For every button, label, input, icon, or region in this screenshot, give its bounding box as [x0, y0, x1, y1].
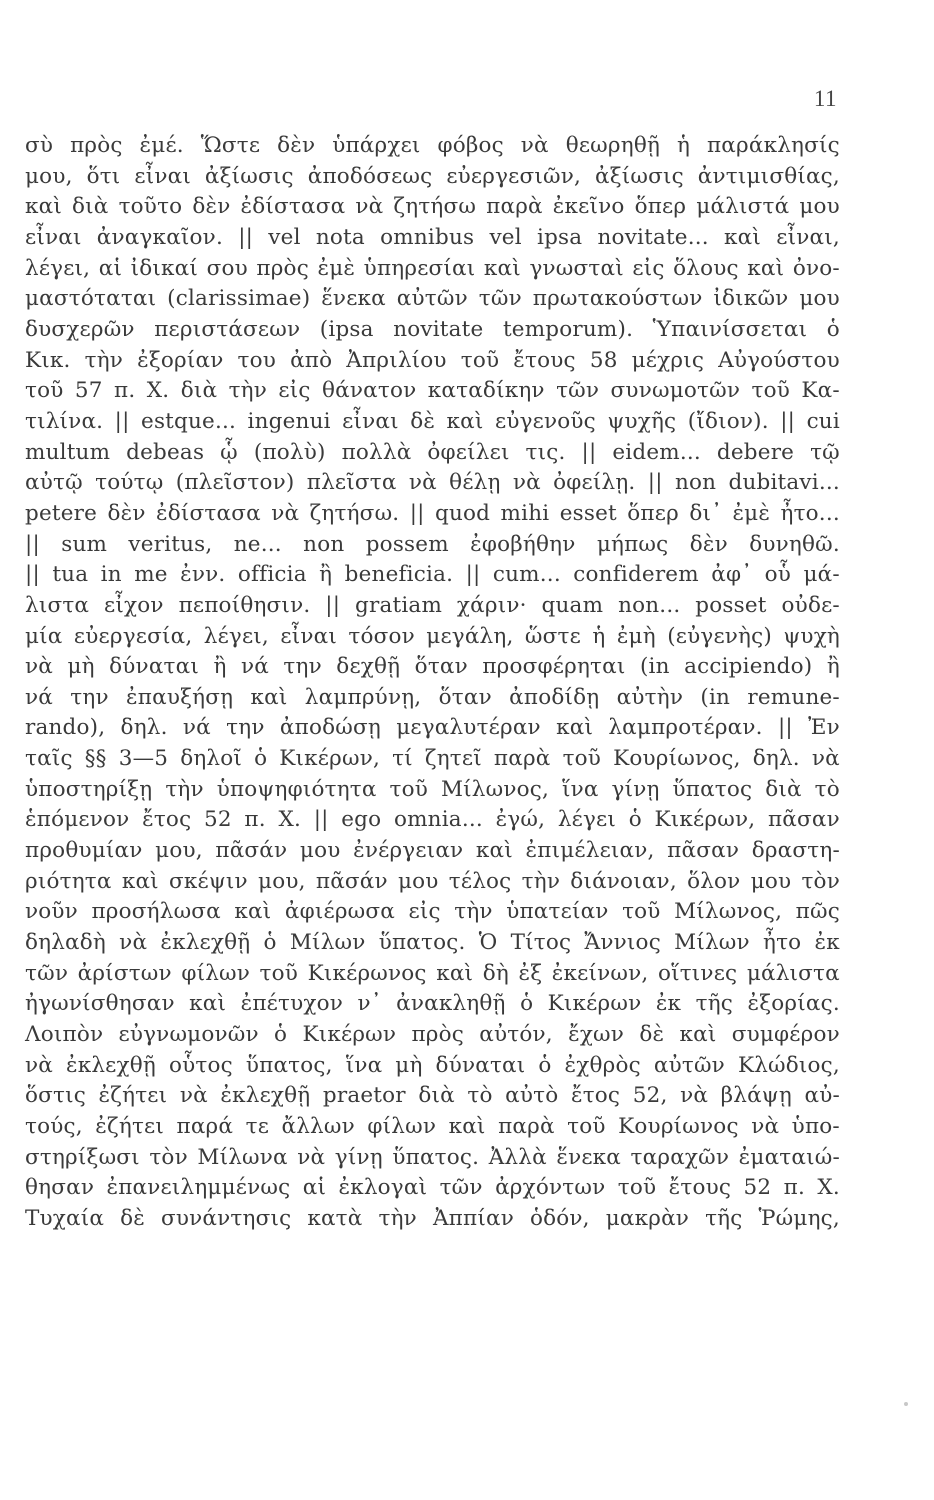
- text-line: τούς, ἐζήτει παρά τε ἄλλων φίλων καὶ παρὰ τοῦ Κουρίωνος νὰ ὑπο-: [25, 1114, 840, 1139]
- text-line: ταῖς §§ 3—5 δηλοῖ ὁ Κικέρων, τί ζητεῖ παρὰ τοῦ Κουρίωνος, δηλ. νὰ: [25, 746, 840, 772]
- text-line: νοῦν προσήλωσα καὶ ἀφιέρωσα εἰς τὴν ὑπατείαν τοῦ Μίλωνος, πῶς: [25, 899, 840, 925]
- text-line: multum debeas ᾧ (πολὺ) πολλὰ ὀφείλει τις. || eidem... debere τῷ: [25, 439, 840, 465]
- commentary-text: [25, 131, 840, 1235]
- text-line: εἶναι ἀναγκαῖον. || vel nota omnibus vel ipsa novitate... καὶ εἶναι,: [25, 224, 840, 250]
- text-line: μου, ὅτι εἶναι ἀξίωσις ἀποδόσεως εὐεργεσιῶν, ἀξίωσις ἀντιμισθίας,: [25, 163, 840, 189]
- text-line: αὐτῷ τούτῳ (πλεῖστον) πλεῖστα νὰ θέλῃ νὰ ὀφείλῃ. || non dubitavi...: [25, 470, 840, 496]
- text-line: ἠγωνίσθησαν καὶ ἐπέτυχον ν᾿ ἀνακληθῇ ὁ Κικέρων ἐκ τῆς ἐξορίας.: [25, 991, 840, 1017]
- text-line: νὰ μὴ δύναται ἢ νά την δεχθῇ ὅταν προσφέρηται (in accipiendo) ἢ: [25, 654, 840, 680]
- text-line: || sum veritus, ne... non possem ἐφοβήθην μήπως δὲν δυνηθῶ.: [25, 531, 840, 557]
- text-line: || tua in me ἐνν. officia ἢ beneficia. || cum... confiderem ἀφ᾿ οὗ μά-: [25, 562, 840, 588]
- text-line: Λοιπὸν εὐγνωμονῶν ὁ Κικέρων πρὸς αὐτόν, ἔχων δὲ καὶ συμφέρον: [25, 1022, 840, 1048]
- text-line: προθυμίαν μου, πᾶσάν μου ἐνέργειαν καὶ ἐπιμέλειαν, πᾶσαν δραστη-: [25, 838, 840, 864]
- text-line: θησαν ἐπανειλημμένως αἱ ἐκλογαὶ τῶν ἀρχόντων τοῦ ἔτους 52 π. Χ.: [25, 1175, 840, 1201]
- text-line: ὅστις ἐζήτει νὰ ἐκλεχθῇ praetor διὰ τὸ αὐτὸ ἔτος 52, νὰ βλάψῃ αὐ-: [25, 1083, 840, 1109]
- text-line: ριότητα καὶ σκέψιν μου, πᾶσάν μου τέλος τὴν διάνοιαν, ὅλον μου τὸν: [25, 868, 840, 894]
- text-line: τοῦ 57 π. Χ. διὰ τὴν εἰς θάνατον καταδίκην τῶν συνωμοτῶν τοῦ Κα-: [25, 378, 840, 404]
- text-line: δηλαδὴ νὰ ἐκλεχθῇ ὁ Μίλων ὕπατος. Ὁ Τίτος Ἄννιος Μίλων ἦτο ἐκ: [25, 930, 840, 956]
- text-line: Κικ. τὴν ἐξορίαν του ἀπὸ Ἀπριλίου τοῦ ἔτους 58 μέχρις Αὐγούστου: [25, 347, 840, 373]
- text-line: λιστα εἶχον πεποίθησιν. || gratiam χάριν· quam non... posset οὐδε-: [25, 592, 840, 618]
- text-line: τῶν ἀρίστων φίλων τοῦ Κικέρωνος καὶ δὴ ἐξ ἐκείνων, οἵτινες μάλιστα: [25, 960, 840, 986]
- page-number: 11: [813, 86, 837, 111]
- text-line: petere δὲν ἐδίστασα νὰ ζητήσω. || quod mihi esset ὅπερ δι᾿ ἐμὲ ἦτο...: [25, 500, 840, 526]
- text-line: στηρίξωσι τὸν Μίλωνα νὰ γίνῃ ὕπατος. Ἀλλὰ ἕνεκα ταραχῶν ἐματαιώ-: [25, 1144, 840, 1170]
- text-line: σὺ πρὸς ἐμέ. Ὥστε δὲν ὑπάρχει φόβος νὰ θεωρηθῇ ἡ παράκλησίς: [25, 133, 840, 158]
- text-line: rando), δηλ. νά την ἀποδώσῃ μεγαλυτέραν καὶ λαμπροτέραν. || Ἐν: [25, 715, 840, 741]
- text-line: μαστόταται (clarissimae) ἕνεκα αὐτῶν τῶν πρωτακούστων ἰδικῶν μου: [25, 286, 840, 312]
- text-line: δυσχερῶν περιστάσεων (ipsa novitate temporum). Ὑπαινίσσεται ὁ: [25, 316, 840, 342]
- text-line: λέγει, αἱ ἰδικαί σου πρὸς ἐμὲ ὑπηρεσίαι καὶ γνωσταὶ εἰς ὅλους καὶ ὀνο-: [25, 255, 840, 281]
- text-line: τιλίνα. || estque... ingenui εἶναι δὲ καὶ εὐγενοῦς ψυχῆς (ἴδιον). || cui: [25, 408, 840, 434]
- text-line: νὰ ἐκλεχθῇ οὗτος ὕπατος, ἵνα μὴ δύναται ὁ ἐχθρὸς αὐτῶν Κλώδιος,: [25, 1052, 840, 1078]
- text-line: νά την ἐπαυξήσῃ καὶ λαμπρύνῃ, ὅταν ἀποδίδῃ αὐτὴν (in remune-: [25, 684, 840, 710]
- text-line: ὑποστηρίξῃ τὴν ὑποψηφιότητα τοῦ Μίλωνος, ἵνα γίνῃ ὕπατος διὰ τὸ: [25, 776, 840, 802]
- text-line: Τυχαία δὲ συνάντησις κατὰ τὴν Ἀππίαν ὁδόν, μακρὰν τῆς Ῥώμης,: [25, 1205, 840, 1231]
- paper-speck: [904, 1402, 908, 1406]
- text-line: μία εὐεργεσία, λέγει, εἶναι τόσον μεγάλη, ὥστε ἡ ἐμὴ (εὐγενὴς) ψυχὴ: [25, 623, 840, 649]
- text-line: καὶ διὰ τοῦτο δὲν ἐδίστασα νὰ ζητήσω παρὰ ἐκεῖνο ὅπερ μάλιστά μου: [25, 194, 840, 220]
- text-line: ἑπόμενον ἔτος 52 π. Χ. || ego omnia... ἐγώ, λέγει ὁ Κικέρων, πᾶσαν: [25, 807, 840, 833]
